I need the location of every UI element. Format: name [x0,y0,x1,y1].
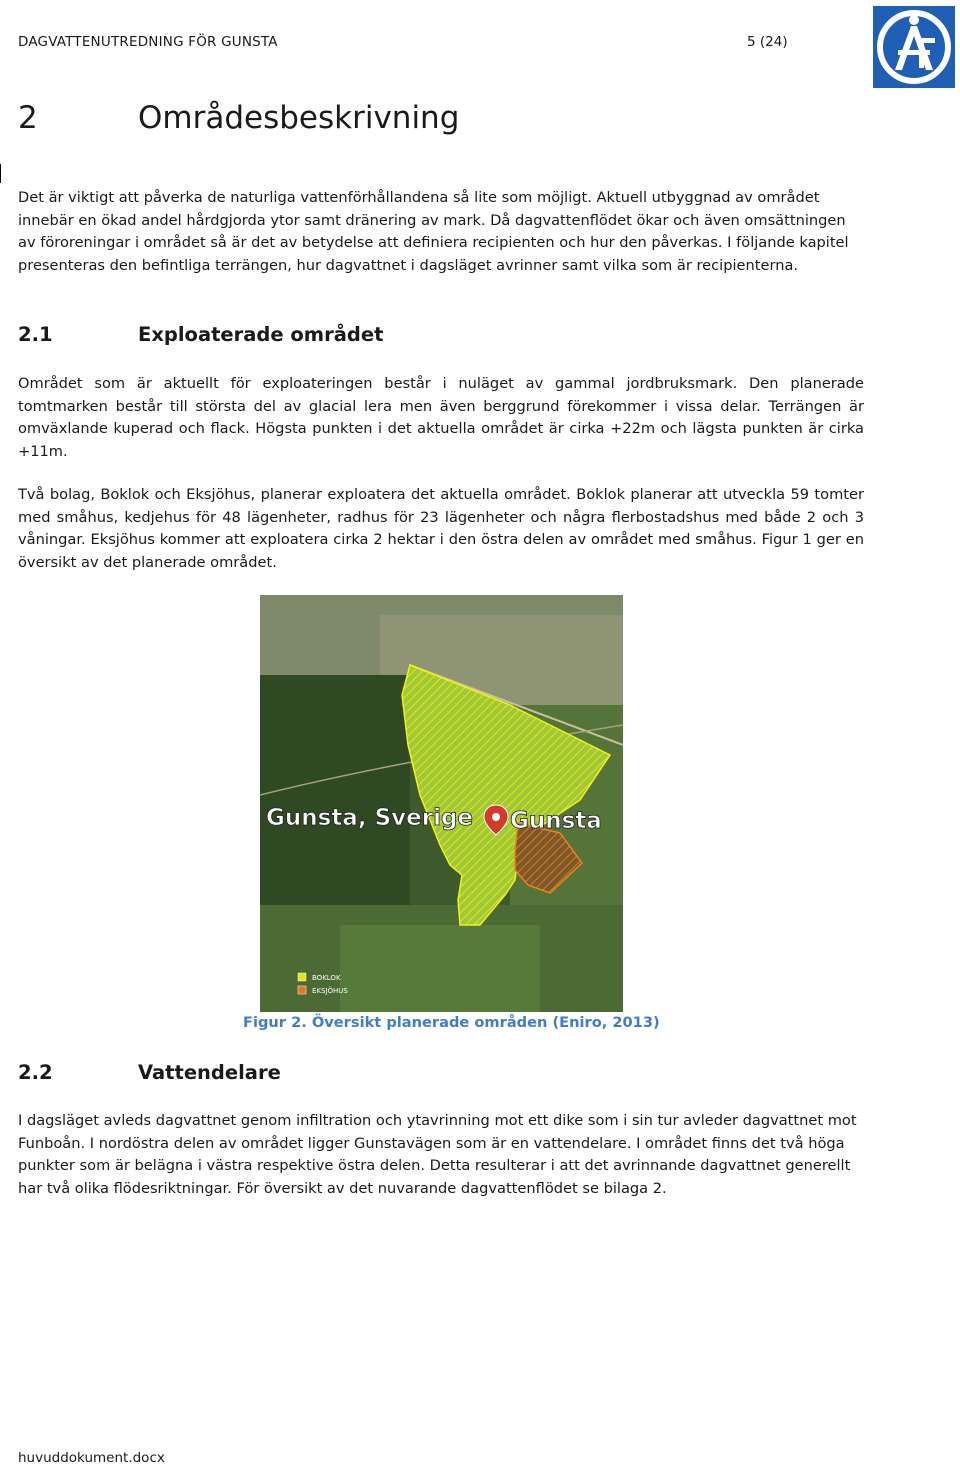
legend-label: EKSJÖHUS [312,987,348,995]
legend-label: BOKLOK [312,974,341,982]
body-paragraph: I dagsläget avleds dagvattnet genom infiltration och ytavrinning mot ett dike som i sin tur avleder dagvattnet mot Funboån. I nordöstra delen av området ligger Gunstavägen som är en vattendelare. I området finns det två höga punkter som är belägna i västra respektive östra delen. Detta resulterar i att det avrinnande dagvattnet generellt har två olika flödesriktningar. För översikt av det nuvarande dagvattenflödet se bilaga 2. [18,1112,857,1197]
subsection-title: Exploaterade området [138,323,384,346]
figure-caption: Figur 2. Översikt planerade områden (Eniro, 2013) [243,1014,660,1031]
map-label-right: Gunsta [510,808,602,834]
intro-paragraph: Det är viktigt att påverka de naturliga vattenförhållandena så lite som möjligt. Aktuell utbyggnad av området innebär en ökad andel hårdgjorda ytor samt dränering av mark. Då dagvattenflödet ökar och även omsättningen av föroreningar i området så är det av betydelse att definiera recipienten och hur den påverkas. I följande kapitel presenteras den befintliga terrängen, hur dagvattnet i dagsläget avrinner samt vilka som är recipienterna. [18,189,849,274]
section-title: Områdesbeskrivning [138,100,460,136]
footer-filename: huvuddokument.docx [18,1450,165,1466]
subsection-number: 2.1 [18,323,53,346]
subsection-number: 2.2 [18,1061,53,1084]
subsection-title: Vattendelare [138,1061,281,1084]
legend-swatch-eksjohus [298,986,306,994]
section-number: 2 [18,100,38,136]
satellite-map-figure [260,595,623,1012]
map-label-left: Gunsta, Sverige [266,805,474,831]
running-header: DAGVATTENUTREDNING FÖR GUNSTA [18,34,278,50]
page-number: 5 (24) [747,34,788,50]
company-logo [873,6,955,88]
body-paragraph: Två bolag, Boklok och Eksjöhus, planerar exploatera det aktuella området. Boklok planerar att utveckla 59 tomter med småhus, kedjehus för 48 lägenheter, radhus för 23 lägenheter och några flerbostadshus med både 2 och 3 våningar. Eksjöhus kommer att exploatera cirka 2 hektar i den östra delen av området med småhus. Figur 1 ger en översikt av det planerade området. [18,486,864,571]
legend-swatch-boklok [298,973,306,981]
body-paragraph: Området som är aktuellt för exploateringen består i nuläget av gammal jordbruksmark. Den planerade tomtmarken består till största del av glacial lera men även berggrund förekommer i vissa delar. Terrängen är omväxlande kuperad och flack. Högsta punkten i det aktuella området är cirka +22m och lägsta punkten är cirka +11m. [18,375,864,460]
revision-bar [0,164,1,183]
